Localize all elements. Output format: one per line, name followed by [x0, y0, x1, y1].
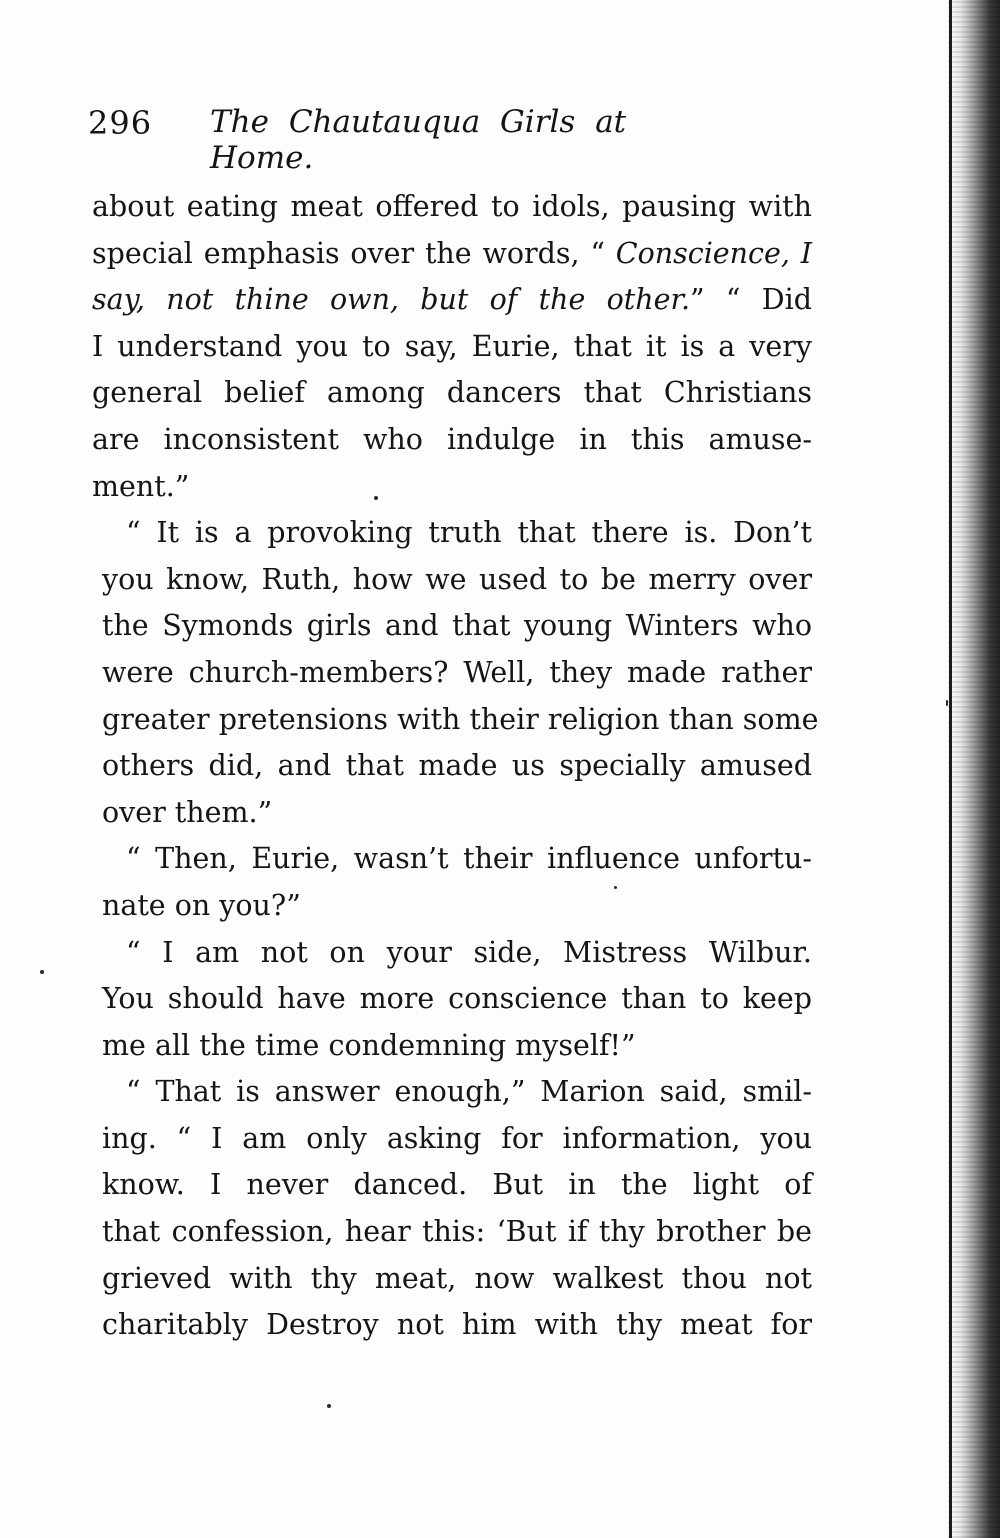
ink-speck: [614, 886, 617, 889]
text-line: that confession, hear this: ‘But if thy brother be: [102, 1215, 812, 1249]
text-line: over them.”: [102, 795, 273, 829]
body-text: [92, 184, 819, 1349]
text-line: others did, and that made us specially amused: [102, 749, 812, 783]
text-line: say, not thine own, but of the other.” “ Did: [92, 283, 812, 317]
ink-speck: [40, 970, 44, 974]
ink-speck: [374, 496, 378, 500]
text-line: were church-members? Well, they made rather: [102, 655, 812, 689]
text-line: about eating meat offered to idols, pausing with: [92, 190, 812, 223]
text-line: greater pretensions with their religion than some: [102, 702, 819, 736]
italic-quote: say, not thine own, but of the other.: [92, 283, 691, 317]
text-line: you know, Ruth, how we used to be merry over: [102, 562, 812, 596]
text-line: ment.”: [92, 469, 190, 503]
text-line: general belief among dancers that Christians: [92, 376, 812, 410]
binding-gutter: [948, 0, 1000, 1538]
text-line: the Symonds girls and that young Winters who: [102, 609, 812, 643]
text-line: “ That is answer enough,” Marion said, smil-: [126, 1075, 812, 1109]
running-title: The Chautauqua Girls at Home.: [210, 104, 627, 176]
text-line: “ I am not on your side, Mistress Wilbur.: [126, 935, 812, 969]
text-line: I understand you to say, Eurie, that it is a very: [92, 329, 812, 363]
text-line: nate on you?”: [102, 888, 301, 922]
running-header: [88, 104, 728, 176]
text-line: “ Then, Eurie, wasn’t their influence unfortu-: [126, 842, 812, 876]
page-number: 296: [88, 104, 153, 142]
text-line: You should have more conscience than to keep: [102, 982, 812, 1016]
text-line: me all the time condemning myself!”: [102, 1028, 636, 1062]
ink-speck: [327, 1404, 331, 1408]
text-line: grieved with thy meat, now walkest thou not: [102, 1261, 812, 1295]
ink-speck: [946, 700, 948, 706]
text-line: charitably Destroy not him with thy meat for: [102, 1308, 812, 1342]
page-edge-shadow: [949, 0, 952, 1538]
text-line: “ It is a provoking truth that there is. Don’t: [126, 516, 812, 550]
text-line: are inconsistent who indulge in this amuse-: [92, 422, 812, 456]
text-line: special emphasis over the words, “ Conscience, I: [92, 236, 812, 270]
text-line: know. I never danced. But in the light of: [102, 1168, 812, 1202]
italic-quote: Conscience, I: [615, 236, 812, 270]
text-line: ing. “ I am only asking for information, you: [102, 1121, 812, 1155]
